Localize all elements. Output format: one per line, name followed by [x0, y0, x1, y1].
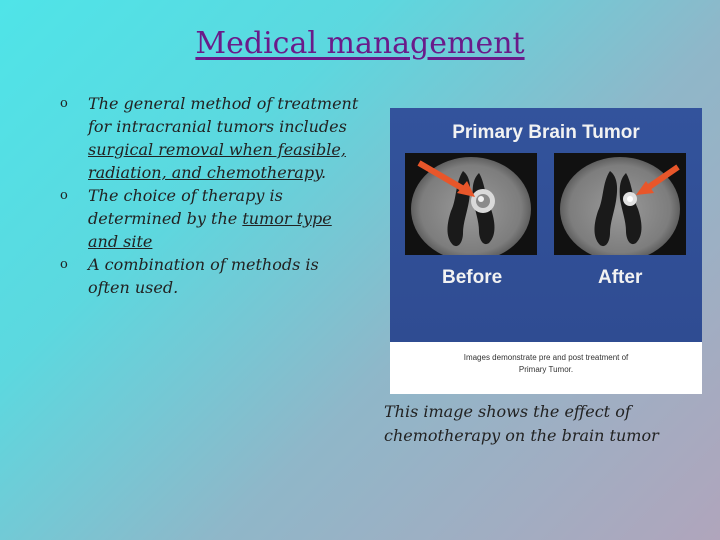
bullet-marker: o — [60, 257, 68, 272]
bullet-item — [60, 92, 360, 184]
bullet-item — [60, 184, 360, 253]
image-caption: This image shows the effect of chemotherapy on the brain tumor — [384, 402, 659, 445]
after-label: After — [598, 267, 643, 288]
bullet-text-end: . — [321, 163, 327, 182]
bullet-underlined-text: tumor type and site — [88, 209, 332, 251]
figure-caption: Images demonstrate pre and post treatment of Primary Tumor. — [463, 353, 629, 374]
mri-scan-before — [405, 153, 537, 255]
before-label: Before — [442, 267, 503, 288]
bullet-text: A combination of methods is often used. — [88, 255, 319, 297]
bullet-item — [60, 253, 360, 299]
figure-panel — [390, 108, 702, 342]
bullet-list — [60, 92, 360, 299]
mri-scan-after — [554, 153, 686, 255]
slide-title: Medical management — [195, 26, 525, 61]
brain-tumor-figure — [390, 108, 702, 394]
bullet-text: The general method of treatment for intracranial tumors includes — [88, 94, 359, 136]
bullet-marker: o — [60, 188, 68, 203]
bullet-text: The choice of therapy is determined by the — [88, 186, 283, 228]
figure-heading: Primary Brain Tumor — [452, 122, 640, 143]
bullet-underlined-text: surgical removal when feasible, radiation, and chemotherapy — [88, 140, 346, 182]
bullet-marker: o — [60, 96, 68, 111]
